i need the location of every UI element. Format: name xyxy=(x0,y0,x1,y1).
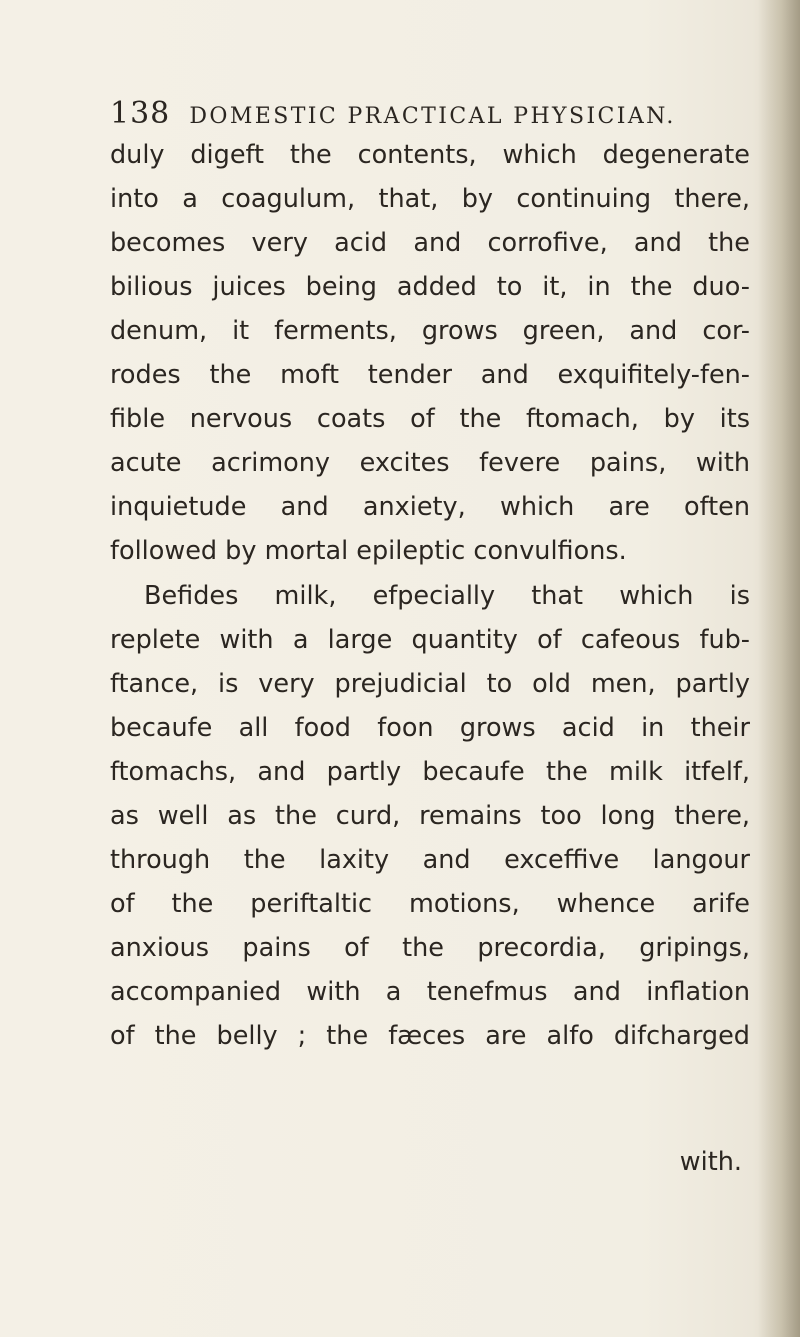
text-line: becaufe all food foon grows acid in their xyxy=(110,713,750,743)
text-line: denum, it ferments, grows green, and cor- xyxy=(110,316,750,346)
text-line: duly digeft the contents, which degenerate xyxy=(110,140,750,170)
page-number: 138 xyxy=(110,96,171,131)
page-header xyxy=(110,96,750,136)
text-line: as well as the curd, remains too long there, xyxy=(110,801,750,831)
text-line: of the periftaltic motions, whence arife xyxy=(110,889,750,919)
paragraph-1 xyxy=(110,133,750,573)
text-line: ftance, is very prejudicial to old men, partly xyxy=(110,669,750,699)
text-line: becomes very acid and corrofive, and the xyxy=(110,228,750,258)
catchword: with. xyxy=(679,1147,742,1177)
text-line: of the belly ; the fæces are alfo difcharged xyxy=(110,1021,750,1051)
text-line: acute acrimony excites fevere pains, with xyxy=(110,448,750,478)
text-line: accompanied with a tenefmus and inflation xyxy=(110,977,750,1007)
text-line: bilious juices being added to it, in the duo- xyxy=(110,272,750,302)
page-edge-shadow xyxy=(758,0,800,1337)
text-line: through the laxity and exceffive langour xyxy=(110,845,750,875)
text-line: into a coagulum, that, by continuing there, xyxy=(110,184,750,214)
text-line: replete with a large quantity of cafeous fub- xyxy=(110,625,750,655)
text-line: anxious pains of the precordia, gripings, xyxy=(110,933,750,963)
text-line: inquietude and anxiety, which are often xyxy=(110,492,750,522)
running-head: DOMESTIC PRACTICAL PHYSICIAN. xyxy=(189,104,676,129)
paragraph-2 xyxy=(110,574,750,1058)
text-line: rodes the moft tender and exquifitely-fen- xyxy=(110,360,750,390)
text-line: Befides milk, efpecially that which is xyxy=(144,581,750,611)
text-line: ftomachs, and partly becaufe the milk itfelf, xyxy=(110,757,750,787)
text-line: fible nervous coats of the ftomach, by its xyxy=(110,404,750,434)
text-line: followed by mortal epileptic convulfions. xyxy=(110,536,627,566)
